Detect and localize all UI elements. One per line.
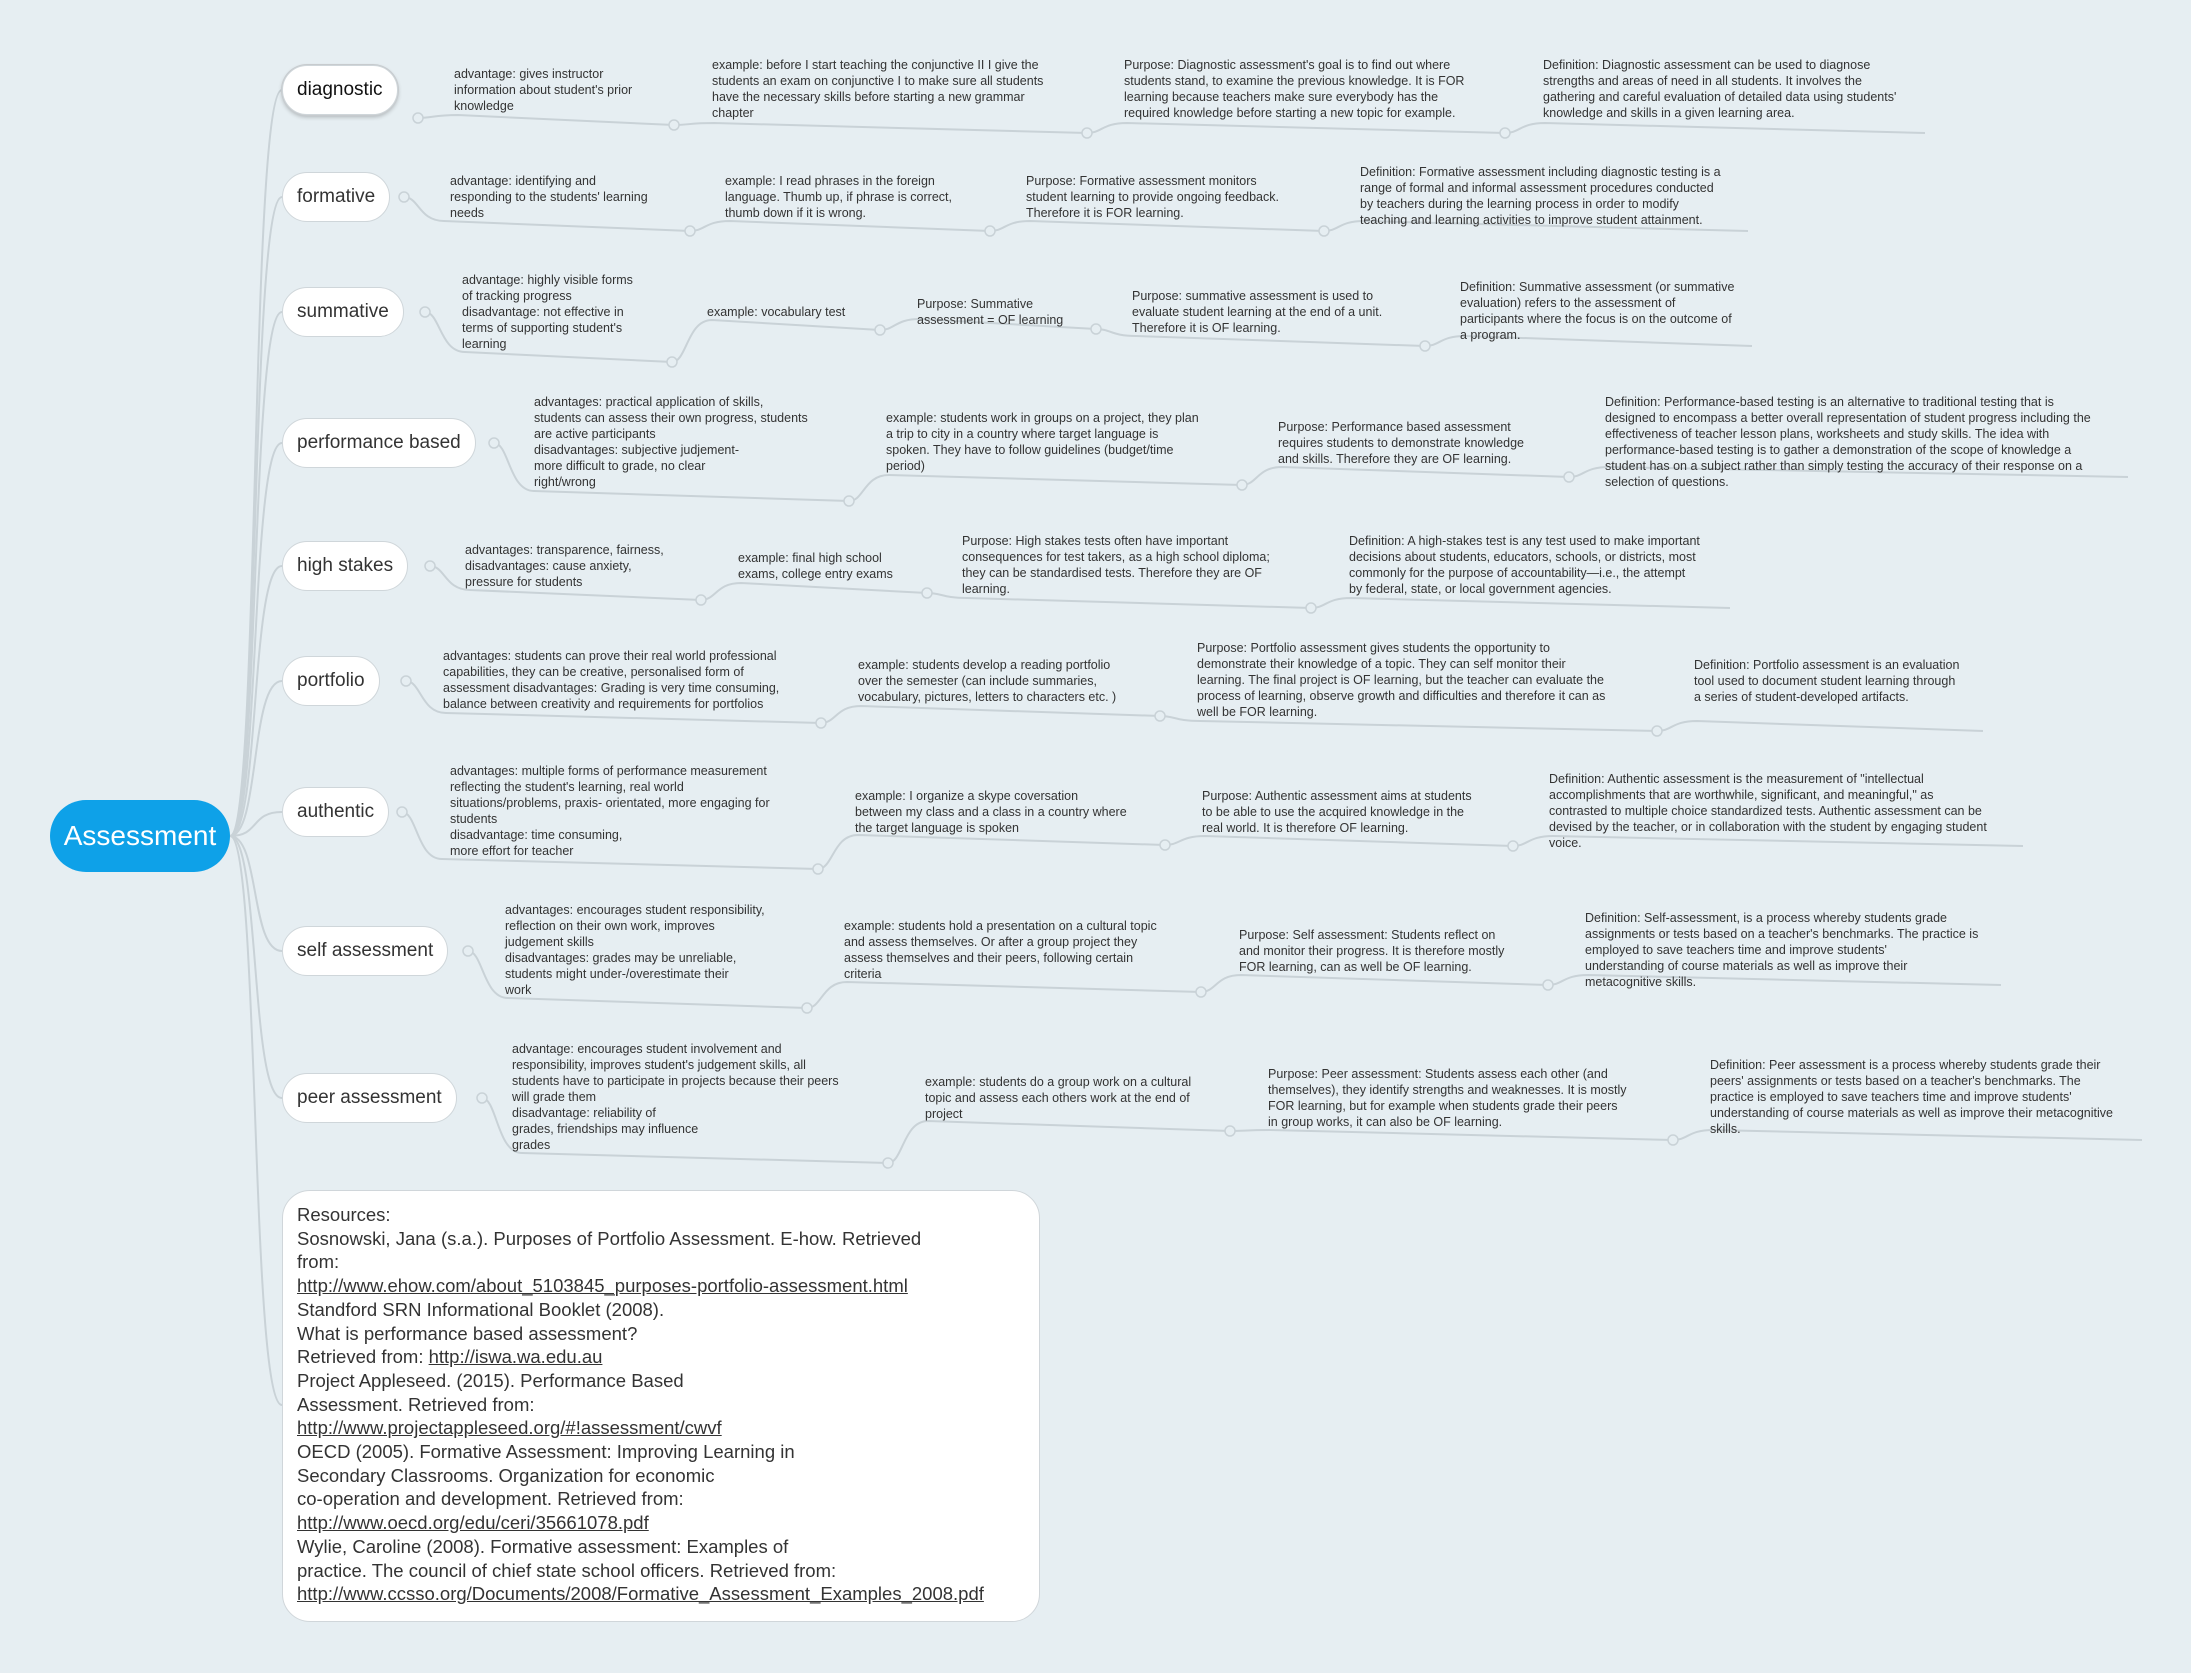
- performance-based-purpose[interactable]: Purpose: Performance based assessment requires students to demonstrate knowledge and skills. Therefore they are OF learning.: [1278, 420, 1524, 466]
- connector-knob: [1306, 603, 1316, 613]
- connector-line: [1087, 123, 1505, 133]
- resource-link[interactable]: http://www.ccsso.org/Documents/2008/Formative_Assessment_Examples_2008.pdf: [297, 1583, 984, 1605]
- summative-purpose-short[interactable]: Purpose: Summative assessment = OF learning: [917, 297, 1064, 327]
- connector-knob: [1082, 128, 1092, 138]
- portfolio-definition[interactable]: Definition: Portfolio assessment is an evaluation tool used to document student learning through a series of student-developed artifacts.: [1694, 658, 1960, 704]
- authentic-purpose[interactable]: Purpose: Authentic assessment aims at students to be able to use the acquired knowledge in the real world. It is therefore OF learning.: [1202, 789, 1472, 835]
- portfolio-example[interactable]: example: students develop a reading portfolio over the semester (can include summaries, vocabulary, pictures, letters to characters etc. ): [858, 658, 1117, 704]
- performance-based-advantage[interactable]: advantages: practical application of skills, students can assess their own progress, students are active participants disadvantages: subjective judjement- more difficult to grade, no clear right/wrong: [534, 395, 808, 489]
- peer-assessment-example[interactable]: example: students do a group work on a cultural topic and assess each others work at the end of project: [925, 1075, 1192, 1121]
- formative-definition[interactable]: Definition: Formative assessment including diagnostic testing is a range of formal and informal assessment procedures conducted by teachers during the learning process in order to modify teaching and learning activities to improve student attainment.: [1360, 165, 1721, 227]
- resource-citation: OECD (2005). Formative Assessment: Improving Learning in: [297, 1441, 795, 1463]
- resources-node[interactable]: [282, 1190, 1040, 1622]
- diagnostic-advantage[interactable]: advantage: gives instructor information about student's prior knowledge: [454, 67, 633, 113]
- peer-assessment-purpose[interactable]: Purpose: Peer assessment: Students assess each other (and themselves), they identify strengths and weaknesses. It is mostly FOR learning, but for example when students grade their peers in group works, it can also be OF learning.: [1268, 1067, 1627, 1129]
- connector-knob: [696, 595, 706, 605]
- summative-advantage[interactable]: advantage: highly visible forms of tracking progress disadvantage: not effective in terms of supporting student's learning: [462, 273, 633, 351]
- topic-portfolio[interactable]: portfolio: [282, 656, 380, 706]
- root-node-assessment[interactable]: Assessment: [50, 800, 230, 872]
- topic-self-assessment[interactable]: self assessment: [282, 926, 448, 976]
- connector-line: [849, 475, 1242, 501]
- connector-knob: [816, 718, 826, 728]
- self-assessment-definition[interactable]: Definition: Self-assessment, is a process whereby students grade assignments or tests based on a teacher's benchmarks. The practice is employed to save teachers time and improve students' understanding of course materials as well as improve their metacognitive skills.: [1585, 911, 1979, 989]
- high-stakes-advantage[interactable]: advantages: transparence, fairness, disadvantages: cause anxiety, pressure for students: [465, 543, 664, 589]
- connector-line: [230, 836, 282, 1098]
- peer-assessment-definition[interactable]: Definition: Peer assessment is a process whereby students grade their peers' assignments or tests based on a teacher's benchmarks. The practice is employed to save teachers time and improve students' understanding of course materials as well as improve their metacognitive skills.: [1710, 1058, 2113, 1136]
- high-stakes-purpose[interactable]: Purpose: High stakes tests often have important consequences for test takers, as a high school diploma; they can be standardised tests. Therefore they are OF learning.: [962, 534, 1270, 596]
- connector-line: [230, 566, 282, 836]
- connector-knob: [1420, 341, 1430, 351]
- topic-authentic[interactable]: authentic: [282, 787, 389, 837]
- connector-knob: [685, 226, 695, 236]
- peer-assessment-advantage[interactable]: advantage: encourages student involvement and responsibility, improves student's judgement skills, all students have to participate in projects because their peers will grade them disadvantage: reliability of grades, friendships may influence grades: [512, 1042, 839, 1152]
- diagnostic-definition[interactable]: Definition: Diagnostic assessment can be used to diagnose strengths and areas of need in all students. It involves the gathering and careful evaluation of detailed data using students' knowledge and skills in a given learning area.: [1543, 58, 1897, 120]
- connector-knob: [1225, 1126, 1235, 1136]
- connector-line: [807, 982, 1201, 1008]
- connector-knob: [802, 1003, 812, 1013]
- connector-knob: [463, 946, 473, 956]
- summative-example[interactable]: example: vocabulary test: [707, 305, 846, 319]
- resource-citation: Standford SRN Informational Booklet (2008).: [297, 1298, 665, 1320]
- resource-citation: practice. The council of chief state school officers. Retrieved from:: [297, 1559, 837, 1581]
- summative-purpose[interactable]: Purpose: summative assessment is used to evaluate student learning at the end of a unit. Therefore it is OF learning.: [1132, 289, 1383, 335]
- connector-knob: [922, 588, 932, 598]
- connector-line: [990, 221, 1324, 231]
- connector-line: [690, 221, 990, 231]
- self-assessment-purpose[interactable]: Purpose: Self assessment: Students reflect on and monitor their progress. It is therefore mostly FOR learning, can as well be OF learning.: [1239, 928, 1505, 974]
- high-stakes-example[interactable]: example: final high school exams, college entry exams: [738, 551, 893, 581]
- resource-citation: Project Appleseed. (2015). Performance Based: [297, 1369, 684, 1391]
- resource-citation: from:: [297, 1251, 340, 1273]
- connector-line: [1242, 467, 1569, 485]
- performance-based-example[interactable]: example: students work in groups on a project, they plan a trip to city in a country where target language is spoken. They have to follow guidelines (budget/time period): [886, 411, 1199, 473]
- topic-summative[interactable]: summative: [282, 287, 404, 337]
- connector-line: [1657, 721, 1983, 731]
- resource-link[interactable]: http://www.projectappleseed.org/#!assessment/cwvf: [297, 1417, 722, 1439]
- connector-knob: [1668, 1135, 1678, 1145]
- formative-advantage[interactable]: advantage: identifying and responding to the students' learning needs: [450, 174, 648, 220]
- connector-line: [1201, 975, 1548, 992]
- connector-knob: [1091, 324, 1101, 334]
- connector-knob: [1652, 726, 1662, 736]
- topic-formative[interactable]: formative: [282, 172, 390, 222]
- connector-line: [821, 706, 1160, 723]
- connector-knob: [1508, 841, 1518, 851]
- performance-based-definition[interactable]: Definition: Performance-based testing is an alternative to traditional testing that is designed to encompass a better overall representation of student progress including the effectiveness of teacher lesson plans, worksheets and study skills. The idea with performance-based testing is to gather a demonstration of the scope of knowledge a student has on a subject rather than simply testing the accuracy of their response on a selection of questions.: [1605, 395, 2091, 489]
- high-stakes-definition[interactable]: Definition: A high-stakes test is any test used to make important decisions about students, educators, schools, or districts, most commonly for the purpose of accountability—i.e., the attempt by federal, state, or local government agencies.: [1349, 534, 1700, 596]
- connector-line: [1165, 836, 1513, 846]
- resource-citation: What is performance based assessment?: [297, 1322, 638, 1344]
- resource-citation: Sosnowski, Jana (s.a.). Purposes of Portfolio Assessment. E-how. Retrieved: [297, 1227, 922, 1249]
- resources-title: Resources:: [297, 1204, 391, 1225]
- portfolio-advantage[interactable]: advantages: students can prove their real world professional capabilities, they can be creative, personalised form of assessment disadvantages: Grading is very time consuming, balance between creativity and requirements for portfolios: [443, 649, 780, 711]
- self-assessment-advantage[interactable]: advantages: encourages student responsibility, reflection on their own work, improves judgement skills disadvantages: grades may be unreliable, students might under-/overestimate their work: [505, 903, 765, 997]
- connector-knob: [477, 1093, 487, 1103]
- connector-knob: [883, 1158, 893, 1168]
- topic-performance-based[interactable]: performance based: [282, 418, 476, 468]
- connector-knob: [397, 807, 407, 817]
- connector-knob: [813, 864, 823, 874]
- connector-knob: [1155, 711, 1165, 721]
- resource-citation: Wylie, Caroline (2008). Formative assessment: Examples of: [297, 1535, 789, 1557]
- topic-peer-assessment[interactable]: peer assessment: [282, 1073, 457, 1123]
- resource-citation: Secondary Classrooms. Organization for economic: [297, 1464, 715, 1486]
- authentic-example[interactable]: example: I organize a skype coversation between my class and a class in a country where the target language is spoken: [855, 789, 1127, 835]
- connector-knob: [1196, 987, 1206, 997]
- connector-knob: [667, 357, 677, 367]
- connector-knob: [844, 496, 854, 506]
- connector-line: [818, 835, 1165, 869]
- formative-purpose[interactable]: Purpose: Formative assessment monitors student learning to provide ongoing feedback. Therefore it is FOR learning.: [1026, 174, 1279, 220]
- connector-knob: [1564, 472, 1574, 482]
- resource-citation: Retrieved from:: [297, 1346, 429, 1368]
- resource-link[interactable]: http://www.ehow.com/about_5103845_purposes-portfolio-assessment.html: [297, 1275, 908, 1297]
- connector-knob: [669, 120, 679, 130]
- diagnostic-purpose[interactable]: Purpose: Diagnostic assessment's goal is to find out where students stand, to examine the previous knowledge. It is FOR learning because teachers make sure everybody has the required knowledge before starting a new topic for example.: [1124, 58, 1465, 120]
- connector-line: [888, 1121, 1230, 1163]
- resource-citation: Assessment. Retrieved from:: [297, 1393, 535, 1415]
- connector-knob: [1543, 980, 1553, 990]
- connector-line: [230, 197, 282, 836]
- authentic-definition[interactable]: Definition: Authentic assessment is the measurement of "intellectual accomplishments that are worthwhile, significant, and meaningful," as contrasted to multiple choice standardized tests. Authentic assessment can be devised by the teacher, or in collaboration with the student by engaging student voice.: [1549, 772, 1987, 850]
- connector-knob: [985, 226, 995, 236]
- connector-knob: [1319, 226, 1329, 236]
- connector-line: [418, 115, 674, 125]
- diagnostic-example[interactable]: example: before I start teaching the conjunctive II I give the students an exam on conjunctive I to make sure all students have the necessary skills before starting a new grammar chapter: [712, 58, 1044, 120]
- resource-link[interactable]: http://www.oecd.org/edu/ceri/35661078.pdf: [297, 1512, 649, 1534]
- self-assessment-example[interactable]: example: students hold a presentation on a cultural topic and assess themselves. Or after a group project they assess themselves and their peers, following certain criteria: [844, 919, 1157, 981]
- connector-knob: [1237, 480, 1247, 490]
- connector-line: [1230, 1130, 1673, 1140]
- connector-knob: [413, 113, 423, 123]
- topic-high-stakes[interactable]: high stakes: [282, 541, 408, 591]
- resource-citation-line: [297, 1345, 1025, 1369]
- connector-knob: [399, 192, 409, 202]
- connector-line: [1311, 598, 1730, 608]
- connector-line: [230, 836, 282, 1405]
- connector-line: [230, 90, 282, 836]
- portfolio-purpose[interactable]: Purpose: Portfolio assessment gives students the opportunity to demonstrate their knowledge of a topic. They can self monitor their learning. The final project is OF learning, but the teacher can evaluate the process of learning, observe growth and difficulties and therefore it can as well be FOR learning.: [1197, 641, 1606, 719]
- summative-definition[interactable]: Definition: Summative assessment (or summative evaluation) refers to the assessment of participants where the focus is on the outcome of a program.: [1460, 280, 1735, 342]
- connector-line: [674, 123, 1087, 133]
- connector-line: [672, 320, 880, 362]
- connector-knob: [401, 676, 411, 686]
- connector-knob: [420, 307, 430, 317]
- resource-citation: co-operation and development. Retrieved from:: [297, 1488, 684, 1510]
- formative-example[interactable]: example: I read phrases in the foreign language. Thumb up, if phrase is correct, thumb down if it is wrong.: [725, 174, 952, 220]
- connector-knob: [1160, 840, 1170, 850]
- connector-knob: [875, 325, 885, 335]
- connector-line: [1505, 123, 1925, 133]
- connector-knob: [489, 438, 499, 448]
- authentic-advantage[interactable]: advantages: multiple forms of performance measurement reflecting the student's learning, real world situations/problems, praxis- orientated, more engaging for students disadvantage: time consuming, more effort for teacher: [450, 764, 770, 858]
- connector-knob: [1500, 128, 1510, 138]
- resource-link[interactable]: http://iswa.wa.edu.au: [428, 1346, 603, 1368]
- connector-knob: [425, 561, 435, 571]
- connector-line: [701, 583, 927, 600]
- topic-diagnostic[interactable]: diagnostic: [282, 65, 398, 115]
